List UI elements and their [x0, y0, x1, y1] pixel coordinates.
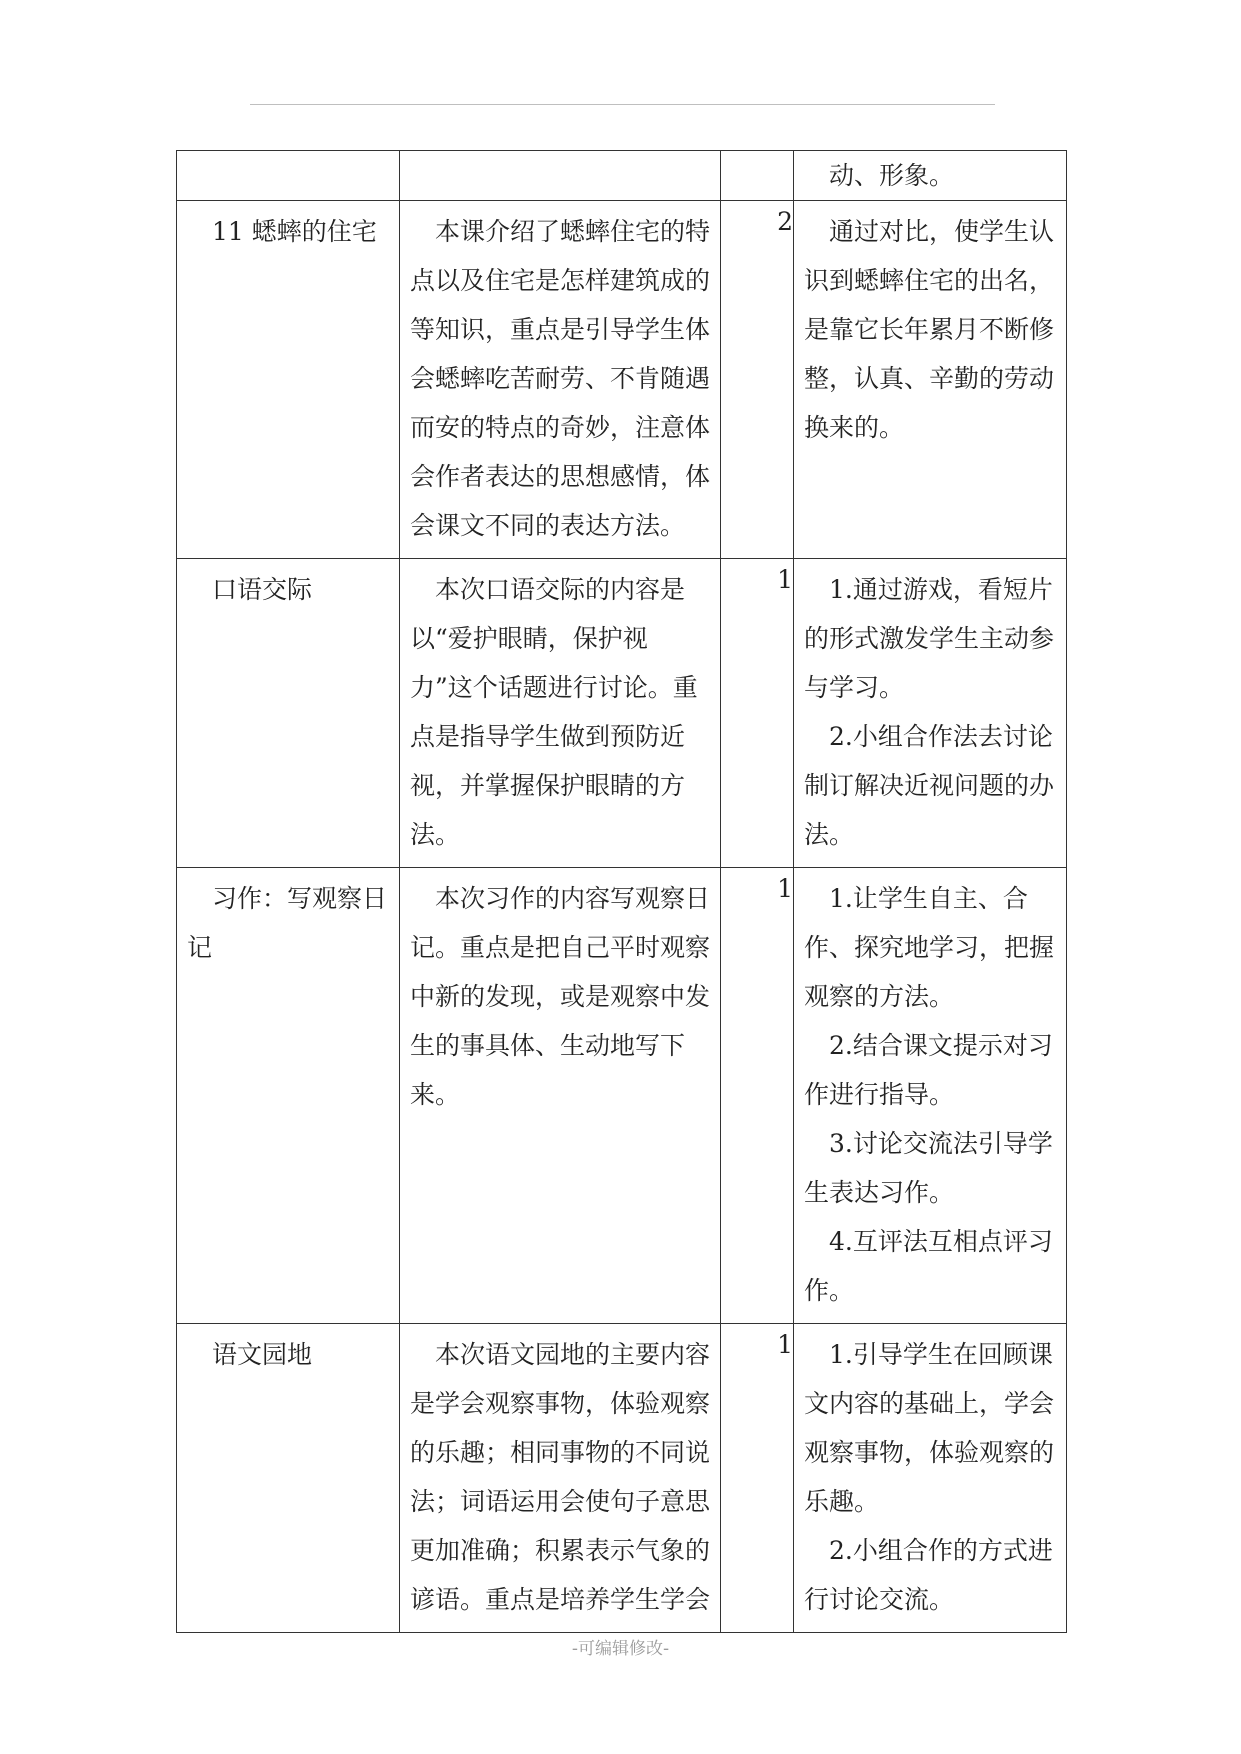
content-cell: 本次口语交际的内容是以“爱护眼睛，保护视力”这个话题进行讨论。重点是指导学生做到预防近视，并掌握保护眼睛的方法。: [400, 559, 721, 868]
content-cell: 本次习作的内容写观察日记。重点是把自己平时观察中新的发现，或是观察中发生的事具体、生动地写下来。: [400, 868, 721, 1324]
content-cell: 本课介绍了蟋蟀住宅的特点以及住宅是怎样建筑成的等知识，重点是引导学生体会蟋蟀吃苦耐劳、不肯随遇而安的特点的奇妙，注意体会作者表达的思想感情，体会课文不同的表达方法。: [400, 201, 721, 559]
header-rule: [250, 104, 995, 105]
table-row: [177, 1324, 1067, 1633]
content-cell: [400, 151, 721, 201]
lesson-cell: [177, 151, 400, 201]
table-row: [177, 559, 1067, 868]
methods-cell: [794, 201, 1067, 559]
lesson-cell: 11 蟋蟀的住宅: [177, 201, 400, 559]
lesson-cell: 口语交际: [177, 559, 400, 868]
methods-cell: [794, 1324, 1067, 1633]
method-item: 4.互评法互相点评习作。: [804, 1227, 1053, 1305]
method-item: 2.结合课文提示对习作进行指导。: [804, 1031, 1053, 1109]
method-item: 1.让学生自主、合作、探究地学习，把握观察的方法。: [804, 884, 1055, 1011]
method-item: 1.引导学生在回顾课文内容的基础上，学会观察事物，体验观察的乐趣。: [804, 1340, 1055, 1516]
method-item: 通过对比，使学生认识到蟋蟀住宅的出名，是靠它长年累月不断修整，认真、辛勤的劳动换来的。: [804, 217, 1055, 442]
hours-cell: 2: [721, 201, 794, 559]
method-item: 动、形象。: [829, 161, 955, 190]
methods-cell: [794, 151, 1067, 201]
method-item: 3.讨论交流法引导学生表达习作。: [804, 1129, 1053, 1207]
methods-cell: [794, 868, 1067, 1324]
methods-cell: [794, 559, 1067, 868]
table-row: [177, 868, 1067, 1324]
content-cell: 本次语文园地的主要内容是学会观察事物，体验观察的乐趣；相同事物的不同说法；词语运用会使句子意思更加准确；积累表示气象的谚语。重点是培养学生学会: [400, 1324, 721, 1633]
method-item: 2.小组合作的方式进行讨论交流。: [804, 1536, 1053, 1614]
hours-cell: 1: [721, 868, 794, 1324]
page-footer: -可编辑修改-: [571, 1639, 670, 1659]
method-item: 2.小组合作法去讨论制订解决近视问题的办法。: [804, 722, 1055, 849]
table-row: [177, 201, 1067, 559]
hours-cell: 1: [721, 1324, 794, 1633]
lesson-cell: 语文园地: [177, 1324, 400, 1633]
table-row: [177, 151, 1067, 201]
lesson-plan-table: [176, 150, 1067, 1633]
hours-cell: [721, 151, 794, 201]
hours-cell: 1: [721, 559, 794, 868]
lesson-cell: 习作：写观察日记: [177, 868, 400, 1324]
method-item: 1.通过游戏，看短片的形式激发学生主动参与学习。: [804, 575, 1055, 702]
